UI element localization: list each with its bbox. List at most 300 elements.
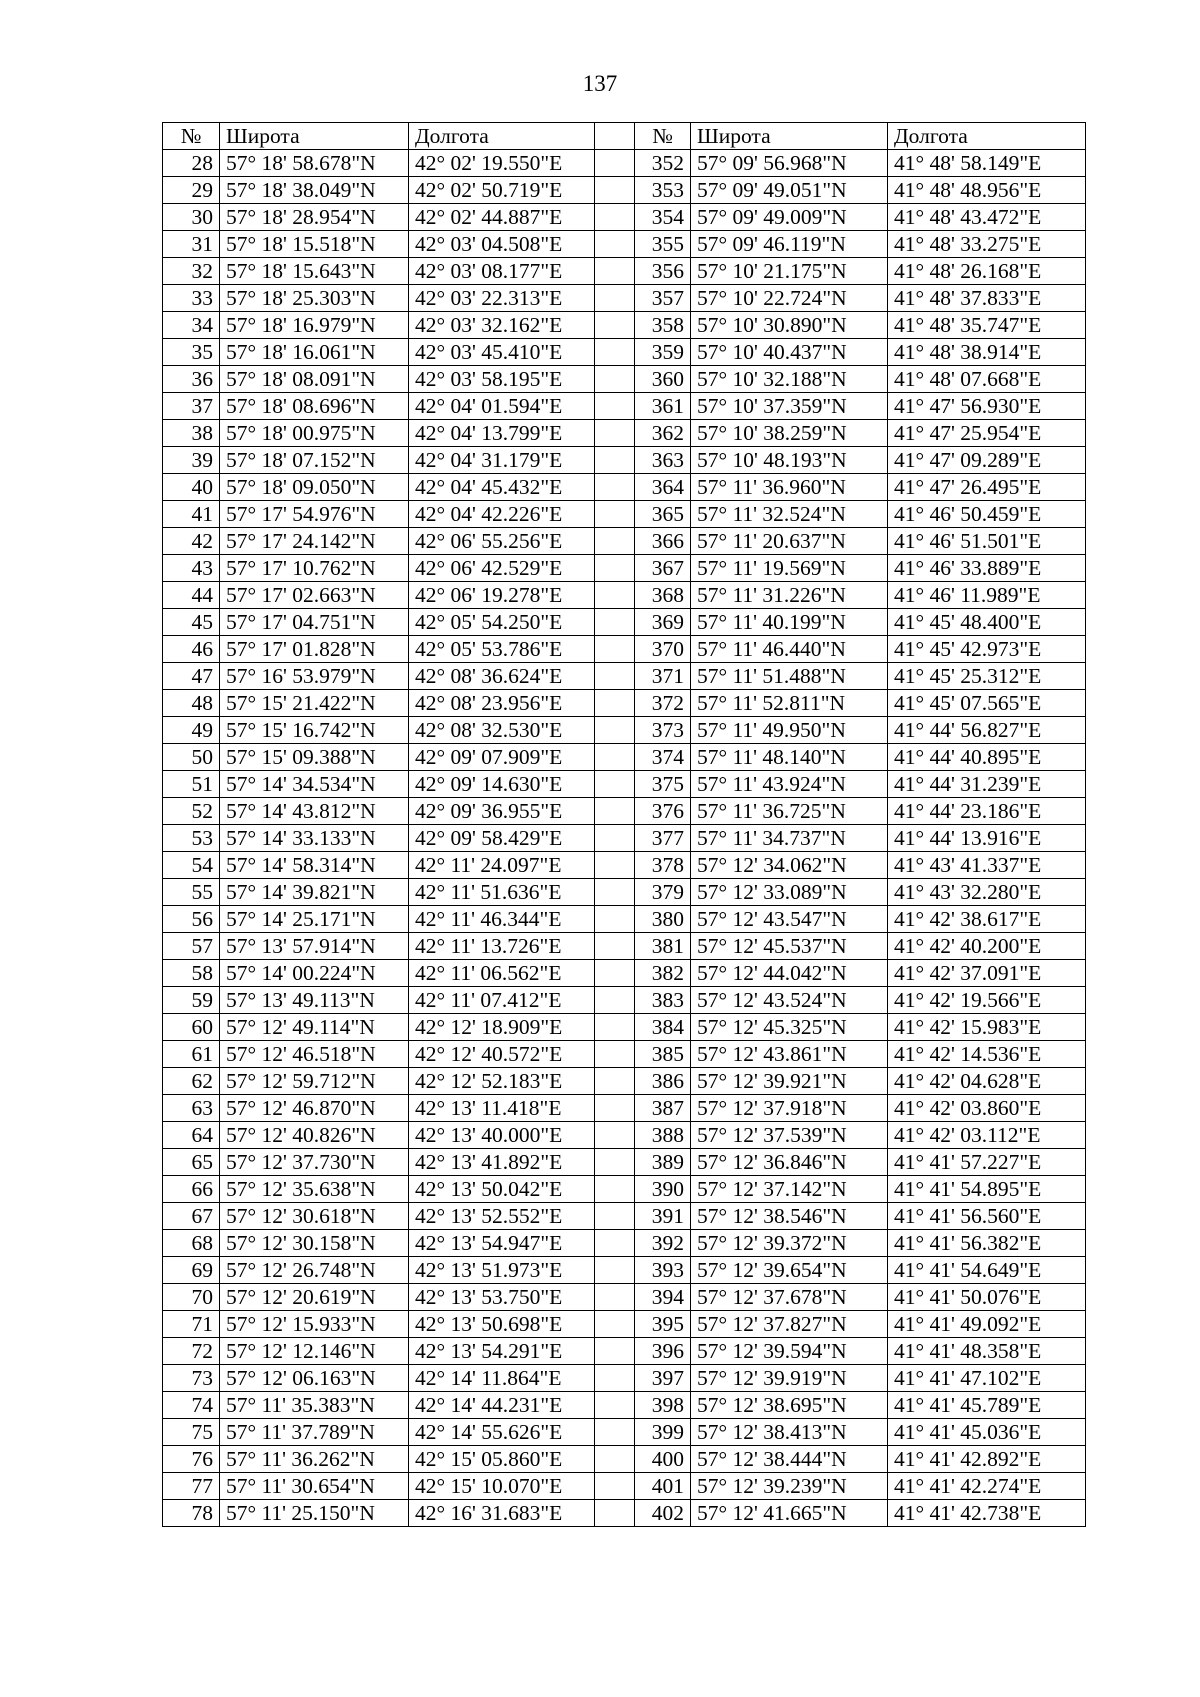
table-row xyxy=(163,987,1086,1014)
header-lat-left: Широта xyxy=(220,123,409,150)
longitude-left: 42° 16' 31.683"E xyxy=(409,1500,595,1527)
point-number-right: 355 xyxy=(635,231,691,258)
longitude-right: 41° 41' 49.092"E xyxy=(888,1311,1086,1338)
separator-column xyxy=(595,366,635,393)
longitude-right: 41° 46' 33.889"E xyxy=(888,555,1086,582)
latitude-right: 57° 11' 19.569"N xyxy=(691,555,888,582)
longitude-right: 41° 41' 47.102"E xyxy=(888,1365,1086,1392)
point-number-right: 392 xyxy=(635,1230,691,1257)
point-number-right: 353 xyxy=(635,177,691,204)
point-number-left: 39 xyxy=(163,447,220,474)
longitude-right: 41° 47' 26.495"E xyxy=(888,474,1086,501)
latitude-left: 57° 12' 30.158"N xyxy=(220,1230,409,1257)
latitude-right: 57° 12' 34.062"N xyxy=(691,852,888,879)
table-row xyxy=(163,501,1086,528)
latitude-left: 57° 11' 36.262"N xyxy=(220,1446,409,1473)
separator-column xyxy=(595,1419,635,1446)
latitude-right: 57° 10' 38.259"N xyxy=(691,420,888,447)
point-number-left: 34 xyxy=(163,312,220,339)
separator-column xyxy=(595,1176,635,1203)
point-number-left: 74 xyxy=(163,1392,220,1419)
table-row xyxy=(163,285,1086,312)
separator-column xyxy=(595,1284,635,1311)
longitude-left: 42° 13' 11.418"E xyxy=(409,1095,595,1122)
latitude-left: 57° 18' 16.061"N xyxy=(220,339,409,366)
separator-column xyxy=(595,1365,635,1392)
longitude-right: 41° 42' 19.566"E xyxy=(888,987,1086,1014)
separator-column xyxy=(595,1392,635,1419)
longitude-left: 42° 04' 45.432"E xyxy=(409,474,595,501)
latitude-right: 57° 12' 37.142"N xyxy=(691,1176,888,1203)
latitude-right: 57° 09' 49.051"N xyxy=(691,177,888,204)
point-number-right: 358 xyxy=(635,312,691,339)
point-number-right: 378 xyxy=(635,852,691,879)
coordinates-table xyxy=(162,122,1086,1527)
latitude-right: 57° 11' 46.440"N xyxy=(691,636,888,663)
point-number-right: 371 xyxy=(635,663,691,690)
latitude-right: 57° 10' 21.175"N xyxy=(691,258,888,285)
separator-column xyxy=(595,1473,635,1500)
latitude-right: 57° 11' 20.637"N xyxy=(691,528,888,555)
latitude-left: 57° 18' 15.518"N xyxy=(220,231,409,258)
longitude-left: 42° 04' 13.799"E xyxy=(409,420,595,447)
point-number-right: 383 xyxy=(635,987,691,1014)
longitude-left: 42° 06' 42.529"E xyxy=(409,555,595,582)
longitude-right: 41° 43' 41.337"E xyxy=(888,852,1086,879)
point-number-left: 59 xyxy=(163,987,220,1014)
latitude-right: 57° 12' 39.919"N xyxy=(691,1365,888,1392)
latitude-left: 57° 17' 54.976"N xyxy=(220,501,409,528)
separator-column xyxy=(595,231,635,258)
point-number-right: 390 xyxy=(635,1176,691,1203)
point-number-right: 386 xyxy=(635,1068,691,1095)
table-row xyxy=(163,528,1086,555)
longitude-right: 41° 42' 37.091"E xyxy=(888,960,1086,987)
longitude-left: 42° 03' 45.410"E xyxy=(409,339,595,366)
table-row xyxy=(163,690,1086,717)
latitude-right: 57° 11' 34.737"N xyxy=(691,825,888,852)
latitude-left: 57° 12' 40.826"N xyxy=(220,1122,409,1149)
table-row xyxy=(163,609,1086,636)
longitude-right: 41° 48' 33.275"E xyxy=(888,231,1086,258)
point-number-right: 375 xyxy=(635,771,691,798)
point-number-left: 30 xyxy=(163,204,220,231)
latitude-left: 57° 15' 16.742"N xyxy=(220,717,409,744)
longitude-left: 42° 06' 55.256"E xyxy=(409,528,595,555)
longitude-left: 42° 13' 54.947"E xyxy=(409,1230,595,1257)
point-number-right: 391 xyxy=(635,1203,691,1230)
latitude-right: 57° 11' 32.524"N xyxy=(691,501,888,528)
point-number-left: 51 xyxy=(163,771,220,798)
table-row xyxy=(163,636,1086,663)
point-number-right: 401 xyxy=(635,1473,691,1500)
longitude-right: 41° 41' 54.895"E xyxy=(888,1176,1086,1203)
table-row xyxy=(163,177,1086,204)
point-number-left: 63 xyxy=(163,1095,220,1122)
latitude-right: 57° 12' 38.444"N xyxy=(691,1446,888,1473)
point-number-right: 387 xyxy=(635,1095,691,1122)
point-number-right: 384 xyxy=(635,1014,691,1041)
point-number-left: 38 xyxy=(163,420,220,447)
point-number-left: 42 xyxy=(163,528,220,555)
separator-column xyxy=(595,1500,635,1527)
longitude-left: 42° 14' 11.864"E xyxy=(409,1365,595,1392)
separator-column xyxy=(595,609,635,636)
point-number-right: 370 xyxy=(635,636,691,663)
latitude-left: 57° 17' 02.663"N xyxy=(220,582,409,609)
longitude-left: 42° 02' 50.719"E xyxy=(409,177,595,204)
separator-column xyxy=(595,960,635,987)
latitude-left: 57° 17' 24.142"N xyxy=(220,528,409,555)
separator-column xyxy=(595,285,635,312)
separator-column xyxy=(595,474,635,501)
point-number-left: 58 xyxy=(163,960,220,987)
point-number-left: 32 xyxy=(163,258,220,285)
longitude-right: 41° 42' 38.617"E xyxy=(888,906,1086,933)
latitude-right: 57° 12' 41.665"N xyxy=(691,1500,888,1527)
point-number-left: 75 xyxy=(163,1419,220,1446)
longitude-left: 42° 02' 44.887"E xyxy=(409,204,595,231)
point-number-left: 76 xyxy=(163,1446,220,1473)
point-number-left: 36 xyxy=(163,366,220,393)
latitude-right: 57° 11' 31.226"N xyxy=(691,582,888,609)
table-row xyxy=(163,717,1086,744)
latitude-right: 57° 12' 45.537"N xyxy=(691,933,888,960)
point-number-left: 31 xyxy=(163,231,220,258)
longitude-left: 42° 11' 24.097"E xyxy=(409,852,595,879)
latitude-left: 57° 12' 35.638"N xyxy=(220,1176,409,1203)
longitude-right: 41° 41' 45.789"E xyxy=(888,1392,1086,1419)
separator-column xyxy=(595,825,635,852)
separator-column xyxy=(595,1068,635,1095)
latitude-left: 57° 14' 00.224"N xyxy=(220,960,409,987)
point-number-right: 364 xyxy=(635,474,691,501)
longitude-left: 42° 11' 13.726"E xyxy=(409,933,595,960)
longitude-right: 41° 41' 50.076"E xyxy=(888,1284,1086,1311)
latitude-left: 57° 11' 37.789"N xyxy=(220,1419,409,1446)
separator-column xyxy=(595,1230,635,1257)
header-num-right: № xyxy=(635,123,691,150)
point-number-right: 354 xyxy=(635,204,691,231)
point-number-left: 56 xyxy=(163,906,220,933)
latitude-left: 57° 18' 25.303"N xyxy=(220,285,409,312)
separator-column xyxy=(595,798,635,825)
separator-column xyxy=(595,1014,635,1041)
longitude-left: 42° 03' 58.195"E xyxy=(409,366,595,393)
latitude-right: 57° 10' 48.193"N xyxy=(691,447,888,474)
longitude-left: 42° 11' 51.636"E xyxy=(409,879,595,906)
longitude-right: 41° 42' 03.860"E xyxy=(888,1095,1086,1122)
table-row xyxy=(163,1014,1086,1041)
separator-column xyxy=(595,987,635,1014)
longitude-right: 41° 48' 35.747"E xyxy=(888,312,1086,339)
point-number-right: 362 xyxy=(635,420,691,447)
latitude-right: 57° 09' 56.968"N xyxy=(691,150,888,177)
table-row xyxy=(163,960,1086,987)
point-number-right: 377 xyxy=(635,825,691,852)
longitude-left: 42° 03' 08.177"E xyxy=(409,258,595,285)
point-number-left: 29 xyxy=(163,177,220,204)
longitude-right: 41° 44' 13.916"E xyxy=(888,825,1086,852)
table-row xyxy=(163,825,1086,852)
separator-column xyxy=(595,150,635,177)
point-number-right: 393 xyxy=(635,1257,691,1284)
table-row xyxy=(163,339,1086,366)
point-number-left: 47 xyxy=(163,663,220,690)
latitude-left: 57° 14' 58.314"N xyxy=(220,852,409,879)
point-number-left: 45 xyxy=(163,609,220,636)
point-number-right: 367 xyxy=(635,555,691,582)
point-number-right: 357 xyxy=(635,285,691,312)
longitude-right: 41° 48' 48.956"E xyxy=(888,177,1086,204)
point-number-left: 67 xyxy=(163,1203,220,1230)
longitude-right: 41° 45' 25.312"E xyxy=(888,663,1086,690)
point-number-right: 394 xyxy=(635,1284,691,1311)
table-row xyxy=(163,231,1086,258)
longitude-right: 41° 41' 42.274"E xyxy=(888,1473,1086,1500)
point-number-right: 360 xyxy=(635,366,691,393)
point-number-right: 380 xyxy=(635,906,691,933)
point-number-right: 368 xyxy=(635,582,691,609)
latitude-left: 57° 12' 37.730"N xyxy=(220,1149,409,1176)
latitude-right: 57° 10' 22.724"N xyxy=(691,285,888,312)
latitude-left: 57° 15' 21.422"N xyxy=(220,690,409,717)
separator-column xyxy=(595,852,635,879)
table-row xyxy=(163,1041,1086,1068)
point-number-right: 374 xyxy=(635,744,691,771)
table-row xyxy=(163,1230,1086,1257)
table-row xyxy=(163,663,1086,690)
point-number-right: 352 xyxy=(635,150,691,177)
latitude-right: 57° 12' 39.594"N xyxy=(691,1338,888,1365)
point-number-left: 70 xyxy=(163,1284,220,1311)
table-header-row xyxy=(163,123,1086,150)
point-number-left: 78 xyxy=(163,1500,220,1527)
latitude-left: 57° 18' 00.975"N xyxy=(220,420,409,447)
latitude-left: 57° 15' 09.388"N xyxy=(220,744,409,771)
longitude-right: 41° 41' 45.036"E xyxy=(888,1419,1086,1446)
separator-column xyxy=(595,717,635,744)
longitude-right: 41° 41' 56.560"E xyxy=(888,1203,1086,1230)
longitude-left: 42° 14' 44.231"E xyxy=(409,1392,595,1419)
latitude-right: 57° 11' 48.140"N xyxy=(691,744,888,771)
point-number-left: 68 xyxy=(163,1230,220,1257)
longitude-left: 42° 13' 41.892"E xyxy=(409,1149,595,1176)
latitude-right: 57° 12' 37.918"N xyxy=(691,1095,888,1122)
point-number-left: 40 xyxy=(163,474,220,501)
longitude-left: 42° 03' 04.508"E xyxy=(409,231,595,258)
point-number-left: 28 xyxy=(163,150,220,177)
latitude-right: 57° 12' 39.239"N xyxy=(691,1473,888,1500)
latitude-right: 57° 12' 37.827"N xyxy=(691,1311,888,1338)
table-row xyxy=(163,1149,1086,1176)
longitude-left: 42° 14' 55.626"E xyxy=(409,1419,595,1446)
point-number-right: 402 xyxy=(635,1500,691,1527)
longitude-left: 42° 06' 19.278"E xyxy=(409,582,595,609)
separator-column xyxy=(595,1338,635,1365)
point-number-left: 60 xyxy=(163,1014,220,1041)
separator-column xyxy=(595,555,635,582)
separator-column xyxy=(595,177,635,204)
table-row xyxy=(163,582,1086,609)
longitude-right: 41° 43' 32.280"E xyxy=(888,879,1086,906)
point-number-left: 64 xyxy=(163,1122,220,1149)
point-number-right: 397 xyxy=(635,1365,691,1392)
separator-column xyxy=(595,663,635,690)
longitude-left: 42° 03' 22.313"E xyxy=(409,285,595,312)
longitude-right: 41° 46' 11.989"E xyxy=(888,582,1086,609)
point-number-left: 54 xyxy=(163,852,220,879)
longitude-right: 41° 41' 48.358"E xyxy=(888,1338,1086,1365)
longitude-right: 41° 44' 56.827"E xyxy=(888,717,1086,744)
latitude-left: 57° 18' 58.678"N xyxy=(220,150,409,177)
separator-column xyxy=(595,204,635,231)
table-row xyxy=(163,258,1086,285)
longitude-right: 41° 44' 40.895"E xyxy=(888,744,1086,771)
latitude-left: 57° 16' 53.979"N xyxy=(220,663,409,690)
latitude-left: 57° 17' 04.751"N xyxy=(220,609,409,636)
table-row xyxy=(163,204,1086,231)
table-row xyxy=(163,1311,1086,1338)
point-number-right: 359 xyxy=(635,339,691,366)
latitude-left: 57° 11' 25.150"N xyxy=(220,1500,409,1527)
longitude-right: 41° 47' 25.954"E xyxy=(888,420,1086,447)
point-number-right: 365 xyxy=(635,501,691,528)
separator-column xyxy=(595,123,635,150)
point-number-right: 372 xyxy=(635,690,691,717)
header-lon-right: Долгота xyxy=(888,123,1086,150)
point-number-left: 71 xyxy=(163,1311,220,1338)
table-row xyxy=(163,933,1086,960)
point-number-right: 385 xyxy=(635,1041,691,1068)
longitude-right: 41° 41' 57.227"E xyxy=(888,1149,1086,1176)
point-number-left: 37 xyxy=(163,393,220,420)
longitude-left: 42° 11' 07.412"E xyxy=(409,987,595,1014)
latitude-left: 57° 12' 59.712"N xyxy=(220,1068,409,1095)
point-number-left: 52 xyxy=(163,798,220,825)
latitude-left: 57° 18' 38.049"N xyxy=(220,177,409,204)
longitude-right: 41° 42' 03.112"E xyxy=(888,1122,1086,1149)
latitude-right: 57° 12' 43.547"N xyxy=(691,906,888,933)
table-row xyxy=(163,852,1086,879)
latitude-left: 57° 14' 25.171"N xyxy=(220,906,409,933)
latitude-right: 57° 11' 43.924"N xyxy=(691,771,888,798)
latitude-right: 57° 11' 51.488"N xyxy=(691,663,888,690)
latitude-right: 57° 12' 33.089"N xyxy=(691,879,888,906)
point-number-left: 49 xyxy=(163,717,220,744)
table-body xyxy=(163,150,1086,1527)
longitude-left: 42° 13' 40.000"E xyxy=(409,1122,595,1149)
longitude-left: 42° 04' 31.179"E xyxy=(409,447,595,474)
table-row xyxy=(163,1284,1086,1311)
point-number-left: 65 xyxy=(163,1149,220,1176)
latitude-left: 57° 18' 15.643"N xyxy=(220,258,409,285)
separator-column xyxy=(595,933,635,960)
point-number-left: 41 xyxy=(163,501,220,528)
table-row xyxy=(163,1392,1086,1419)
point-number-right: 382 xyxy=(635,960,691,987)
longitude-left: 42° 12' 52.183"E xyxy=(409,1068,595,1095)
point-number-right: 369 xyxy=(635,609,691,636)
longitude-left: 42° 13' 52.552"E xyxy=(409,1203,595,1230)
point-number-left: 50 xyxy=(163,744,220,771)
table-row xyxy=(163,312,1086,339)
separator-column xyxy=(595,393,635,420)
longitude-right: 41° 41' 54.649"E xyxy=(888,1257,1086,1284)
longitude-right: 41° 46' 51.501"E xyxy=(888,528,1086,555)
point-number-left: 61 xyxy=(163,1041,220,1068)
longitude-left: 42° 09' 36.955"E xyxy=(409,798,595,825)
longitude-left: 42° 12' 40.572"E xyxy=(409,1041,595,1068)
longitude-left: 42° 04' 42.226"E xyxy=(409,501,595,528)
point-number-right: 399 xyxy=(635,1419,691,1446)
separator-column xyxy=(595,1446,635,1473)
point-number-right: 400 xyxy=(635,1446,691,1473)
point-number-left: 44 xyxy=(163,582,220,609)
longitude-right: 41° 44' 31.239"E xyxy=(888,771,1086,798)
latitude-left: 57° 14' 43.812"N xyxy=(220,798,409,825)
longitude-left: 42° 15' 05.860"E xyxy=(409,1446,595,1473)
latitude-left: 57° 13' 49.113"N xyxy=(220,987,409,1014)
latitude-right: 57° 12' 39.654"N xyxy=(691,1257,888,1284)
point-number-left: 57 xyxy=(163,933,220,960)
latitude-right: 57° 12' 36.846"N xyxy=(691,1149,888,1176)
latitude-right: 57° 12' 37.678"N xyxy=(691,1284,888,1311)
point-number-right: 361 xyxy=(635,393,691,420)
separator-column xyxy=(595,312,635,339)
point-number-left: 48 xyxy=(163,690,220,717)
point-number-right: 389 xyxy=(635,1149,691,1176)
longitude-left: 42° 13' 53.750"E xyxy=(409,1284,595,1311)
longitude-left: 42° 11' 46.344"E xyxy=(409,906,595,933)
longitude-right: 41° 46' 50.459"E xyxy=(888,501,1086,528)
latitude-right: 57° 12' 39.372"N xyxy=(691,1230,888,1257)
separator-column xyxy=(595,1203,635,1230)
table-row xyxy=(163,420,1086,447)
point-number-left: 43 xyxy=(163,555,220,582)
separator-column xyxy=(595,1041,635,1068)
latitude-right: 57° 09' 49.009"N xyxy=(691,204,888,231)
separator-column xyxy=(595,906,635,933)
latitude-left: 57° 17' 10.762"N xyxy=(220,555,409,582)
separator-column xyxy=(595,771,635,798)
longitude-left: 42° 03' 32.162"E xyxy=(409,312,595,339)
table-row xyxy=(163,150,1086,177)
latitude-right: 57° 12' 45.325"N xyxy=(691,1014,888,1041)
point-number-right: 366 xyxy=(635,528,691,555)
latitude-left: 57° 11' 35.383"N xyxy=(220,1392,409,1419)
latitude-right: 57° 10' 40.437"N xyxy=(691,339,888,366)
longitude-right: 41° 41' 42.738"E xyxy=(888,1500,1086,1527)
longitude-left: 42° 05' 54.250"E xyxy=(409,609,595,636)
point-number-left: 72 xyxy=(163,1338,220,1365)
longitude-left: 42° 08' 23.956"E xyxy=(409,690,595,717)
latitude-right: 57° 11' 40.199"N xyxy=(691,609,888,636)
longitude-right: 41° 48' 07.668"E xyxy=(888,366,1086,393)
point-number-left: 62 xyxy=(163,1068,220,1095)
longitude-right: 41° 45' 07.565"E xyxy=(888,690,1086,717)
latitude-left: 57° 14' 33.133"N xyxy=(220,825,409,852)
latitude-left: 57° 18' 08.091"N xyxy=(220,366,409,393)
latitude-right: 57° 10' 32.188"N xyxy=(691,366,888,393)
table-row xyxy=(163,1500,1086,1527)
table-row xyxy=(163,1203,1086,1230)
longitude-right: 41° 48' 37.833"E xyxy=(888,285,1086,312)
table-row xyxy=(163,771,1086,798)
longitude-left: 42° 13' 54.291"E xyxy=(409,1338,595,1365)
latitude-right: 57° 12' 38.546"N xyxy=(691,1203,888,1230)
latitude-right: 57° 11' 36.725"N xyxy=(691,798,888,825)
